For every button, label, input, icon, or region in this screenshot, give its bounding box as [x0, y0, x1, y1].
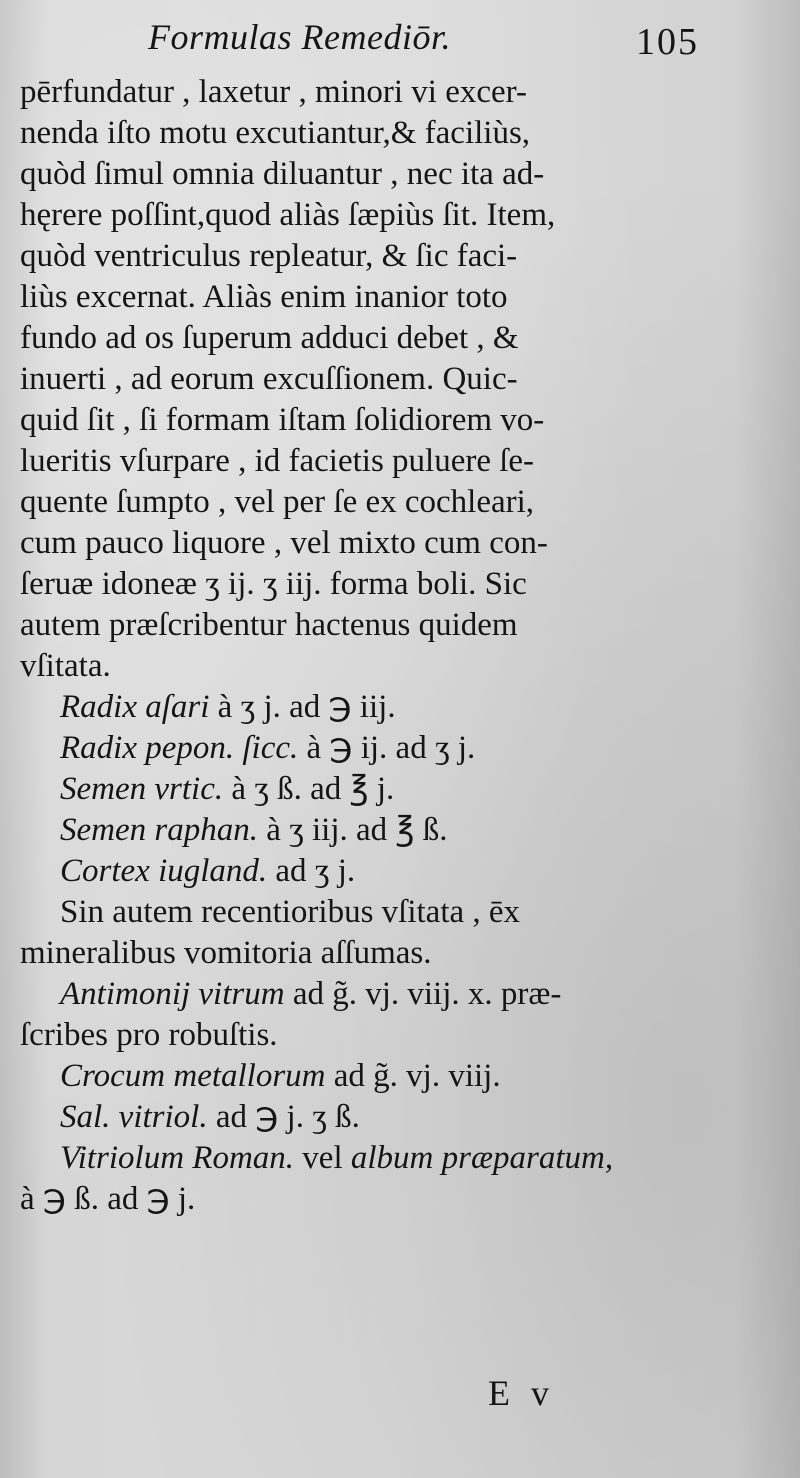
text-line: quòd ventriculus repleatur, & ſic faci-	[20, 238, 518, 274]
ingredient-name: Semen vrtic.	[60, 771, 224, 807]
recipe-list-1	[20, 687, 720, 892]
paragraph-2	[20, 892, 720, 974]
recipe-antimony	[20, 974, 720, 1056]
ingredient-name: Semen raphan.	[60, 812, 258, 848]
ingredient-name: Sal. vitriol.	[60, 1099, 208, 1135]
ingredient-name: Radix pepon. ſicc.	[60, 730, 299, 766]
ingredient-name: album præparatum,	[350, 1140, 614, 1176]
paragraph-1	[20, 72, 720, 687]
recipe-line	[60, 687, 720, 728]
body-text	[20, 72, 720, 1220]
ingredient-dose: ad ʒ j.	[267, 853, 356, 889]
running-title: Formulas Remediōr.	[148, 17, 451, 57]
text-line: lueritis vſurpare , id facietis puluere ſe-	[20, 443, 535, 479]
page-header	[0, 6, 800, 66]
recipe-line	[20, 1138, 720, 1179]
text-line: quòd ſimul omnia diluantur , nec ita ad-	[20, 156, 545, 192]
text-line: quid ſit , ſi formam iſtam ſolidiorem vo-	[20, 402, 545, 438]
ingredient-dose: ad g̃. vj. viij.	[325, 1058, 501, 1094]
ingredient-dose: à ʒ j. ad ℈ iij.	[209, 689, 396, 725]
ingredient-name: Radix aſari	[60, 689, 210, 725]
ingredient-name: Crocum metallorum	[60, 1058, 326, 1094]
recipe-line	[60, 810, 720, 851]
text-line: nenda iſto motu excutiantur,& faciliùs,	[20, 115, 531, 151]
ingredient-dose: à ℈ ij. ad ʒ j.	[298, 730, 476, 766]
text-line: fundo ad os ſuperum adduci debet , &	[20, 320, 519, 356]
text-line: hęrere poſſint,quod aliàs ſæpiùs ſit. Item,	[20, 197, 556, 233]
ingredient-name: Vitriolum Roman.	[60, 1140, 295, 1176]
ingredient-dose: à ʒ ß. ad ℥ j.	[223, 771, 395, 807]
text-line: ſeruæ idoneæ ʒ ij. ʒ iij. forma boli. Sic	[20, 566, 527, 602]
text-line: quente ſumpto , vel per ſe ex cochleari,	[20, 484, 535, 520]
text-line: ſcribes pro robuſtis.	[20, 1017, 278, 1053]
recipe-line	[60, 769, 720, 810]
recipe-line	[60, 1056, 720, 1097]
ingredient-dose: à ʒ iij. ad ℥ ß.	[257, 812, 448, 848]
text-line: autem præſcribentur hactenus quidem	[20, 607, 518, 643]
page-number: 105	[636, 21, 699, 63]
recipe-line	[60, 851, 720, 892]
recipe-line	[20, 974, 720, 1015]
connector-text: vel	[294, 1140, 351, 1176]
ingredient-name: Cortex iugland.	[60, 853, 268, 889]
text-line: inuerti , ad eorum excuſſionem. Quic-	[20, 361, 518, 397]
text-line: Sin autem recentioribus vſitata , ēx	[60, 894, 521, 930]
text-line: vſitata.	[20, 648, 111, 684]
signature-mark: E v	[488, 1373, 555, 1413]
ingredient-dose: ad g̃. vj. viij. x. præ-	[284, 976, 562, 1012]
text-line: liùs excernat. Aliàs enim inanior toto	[20, 279, 508, 315]
recipe-line	[60, 728, 720, 769]
recipe-line	[60, 1097, 720, 1138]
recipe-vitriol	[20, 1138, 720, 1220]
text-line: pērfundatur , laxetur , minori vi excer-	[20, 74, 527, 110]
text-line: à ℈ ß. ad ℈ j.	[20, 1181, 196, 1217]
text-line: cum pauco liquore , vel mixto cum con-	[20, 525, 548, 561]
ingredient-name: Antimonij vitrum	[60, 976, 285, 1012]
recipe-list-2	[20, 1056, 720, 1138]
text-line: mineralibus vomitoria aſſumas.	[20, 935, 432, 971]
ingredient-dose: ad ℈ j. ʒ ß.	[207, 1099, 360, 1135]
